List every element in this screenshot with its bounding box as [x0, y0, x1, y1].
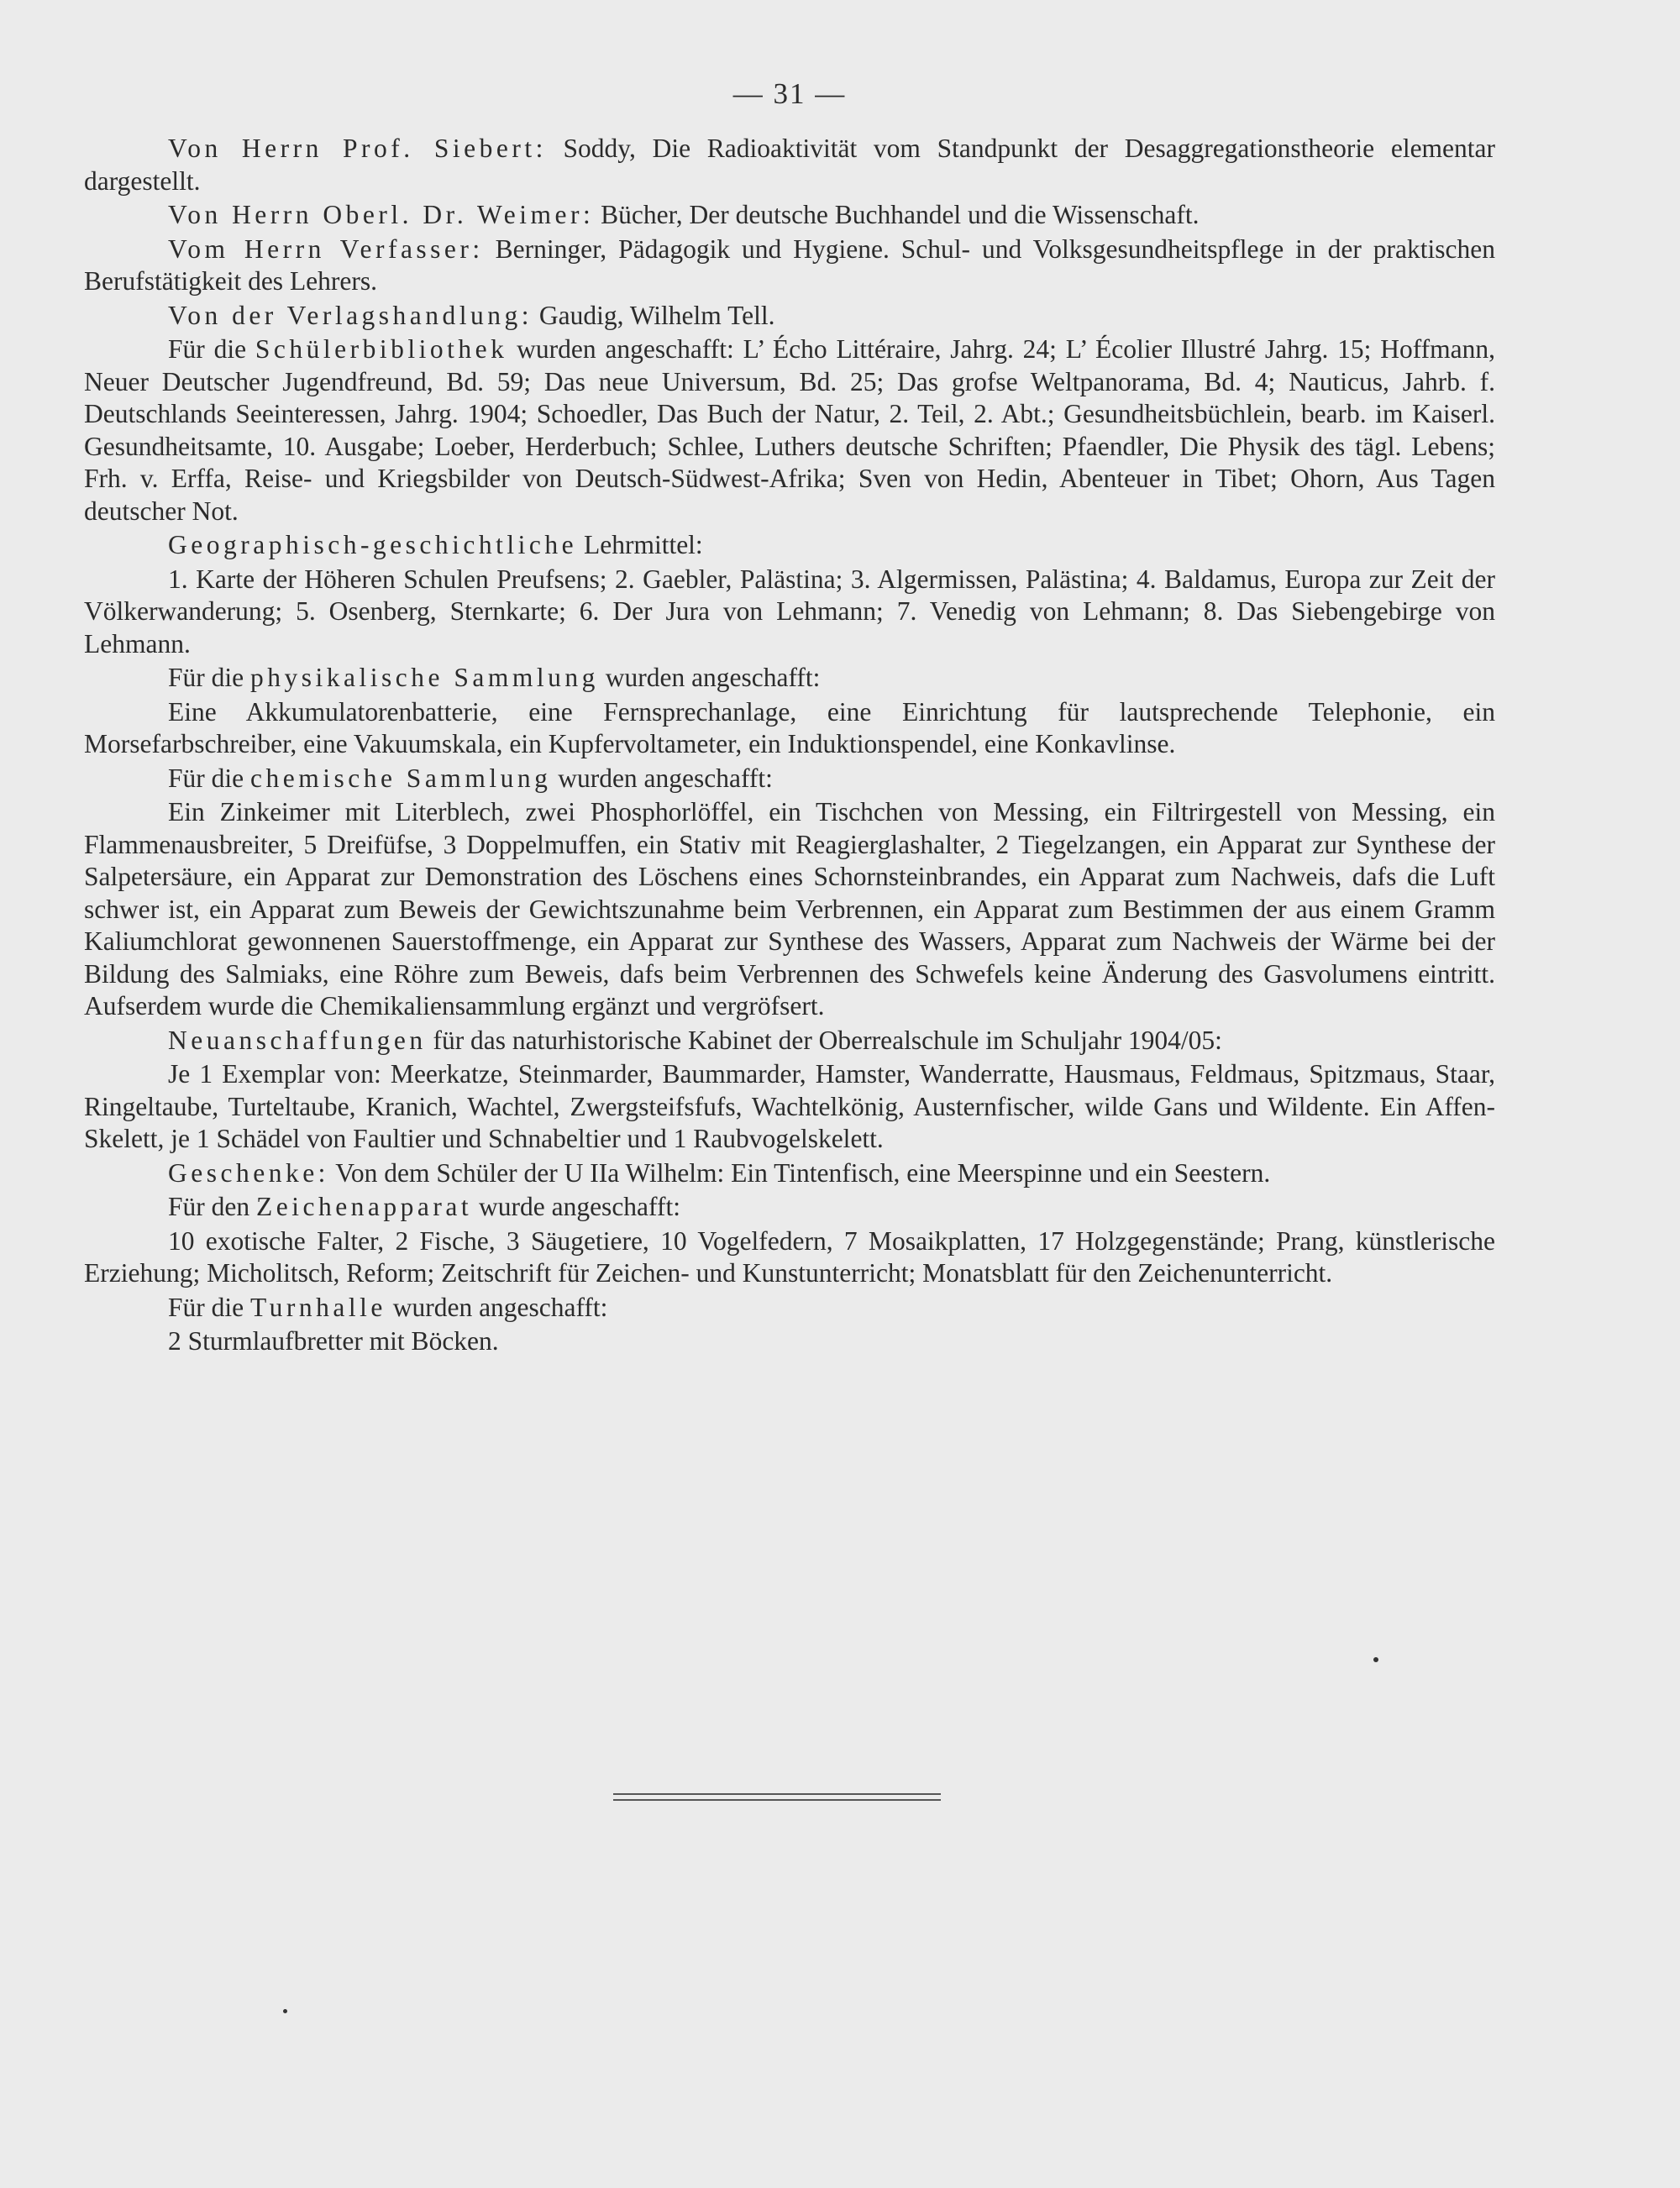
paragraph-chemie-list: [84, 796, 1495, 1023]
paragraph-lead: physikalische Sammlung: [250, 663, 599, 692]
paragraph-text: Je 1 Exemplar von: Meerkatze, Steinmarder, Baummarder, Hamster, Wanderratte, Hausmaus, Feldmaus, Spitzmaus, Staar, Ringeltaube, Turteltaube, Kranich, Wachtel, Zwergsteifsfufs, Wachtelkönig, Austernfischer, wilde Gans und Wildente. Ein Affen-Skelett, je 1 Schädel von Faultier und Schnabeltier und 1 Raubvogelskelett.: [84, 1059, 1495, 1153]
paragraph-pre: Für die: [168, 1292, 250, 1322]
paragraph-lead: Vom Herrn Verfasser:: [168, 233, 484, 264]
paragraph-pre: Für die: [168, 763, 250, 793]
paragraph-pre: Für die: [168, 663, 250, 692]
paragraph-geschenke: [84, 1157, 1495, 1190]
paragraph-text: Von dem Schüler der U IIa Wilhelm: Ein Tintenfisch, eine Meerspinne und ein Seestern.: [328, 1157, 1271, 1188]
paragraph-text: wurden angeschafft:: [551, 763, 773, 793]
speck-mark: [1373, 1657, 1378, 1662]
paragraph-text: Soddy, Die Radioaktivität vom Standpunkt der Desaggregationstheorie elementar dargestellt.: [84, 134, 1496, 196]
paragraph-text: 1. Karte der Höheren Schulen Preufsens; 2. Gaebler, Palästina; 3. Algermissen, Palästina; 4. Baldamus, Europa zur Zeit der Völkerwanderung; 5. Osenberg, Sternkarte; 6. Der Jura von Lehmann; 7. Venedig von Lehmann; 8. Das Siebengebirge von Lehmann.: [84, 564, 1495, 658]
paragraph-geographie-heading: [84, 529, 1495, 562]
paragraph-turnhalle-heading: [84, 1292, 1495, 1325]
paragraph-text: Berninger, Pädagogik und Hygiene. Schul- und Volksgesundheitspflege in der praktischen Berufstätigkeit des Lehrers.: [84, 233, 1495, 296]
paragraph-donation-weimer: [84, 199, 1495, 232]
paragraph-text: Eine Akkumulatorenbatterie, eine Fernsprechanlage, eine Einrichtung für lautsprechende Telephonie, ein Morsefarbschreiber, eine Vakuumskala, ein Kupfervoltameter, ein Induktionspendel, eine Konkavlinse.: [84, 696, 1495, 758]
paragraph-geographie-list: [84, 564, 1495, 661]
body-text: [84, 133, 1495, 1360]
paragraph-lead: Neuanschaffungen: [168, 1025, 427, 1055]
paragraph-lead: Von der Verlagshandlung:: [168, 300, 533, 330]
paragraph-chemie-heading: [84, 763, 1495, 795]
paragraph-lead: Von Herrn Prof. Siebert:: [168, 134, 547, 163]
paragraph-donation-siebert: [84, 133, 1495, 197]
paragraph-lead: Geschenke:: [168, 1157, 329, 1188]
paragraph-pre: Für den: [168, 1192, 256, 1221]
paragraph-lead: Geographisch-geschichtliche: [168, 530, 578, 559]
paragraph-text: wurden angeschafft:: [598, 663, 821, 692]
paragraph-text: 2 Sturmlaufbretter mit Böcken.: [168, 1326, 499, 1356]
paragraph-lead: Von Herrn Oberl. Dr. Weimer:: [168, 200, 595, 229]
paragraph-text: wurden angeschafft: L’ Écho Littéraire, Jahrg. 24; L’ Écolier Illustré Jahrg. 15; Hoffmann, Neuer Deutscher Jugendfreund, Bd. 59; Das neue Universum, Bd. 25; Das grofse Weltpanorama, Bd. 4; Nauticus, Jahrb. f. Deutschlands Seeinteressen, Jahrg. 1904; Schoedler, Das Buch der Natur, 2. Teil, 2. Abt.; Gesundheitsbüchlein, bearb. im Kaiserl. Gesundheitsamte, 10. Ausgabe; Loeber, Herderbuch; Schlee, Luthers deutsche Schriften; Pfaendler, Die Physik des tägl. Lebens; Frh. v. Erffa, Reise- und Kriegsbilder von Deutsch-Südwest-Afrika; Sven von Hedin, Abenteuer in Tibet; Ohorn, Aus Tagen deutscher Not.: [84, 334, 1495, 526]
paragraph-zeichen-heading: [84, 1191, 1495, 1224]
paragraph-physik-heading: [84, 662, 1495, 695]
closing-rule-bottom: [613, 1799, 941, 1801]
paragraph-turnhalle-list: [84, 1325, 1495, 1358]
paragraph-text: Gaudig, Wilhelm Tell.: [533, 300, 775, 330]
paragraph-lead: Turnhalle: [250, 1292, 386, 1322]
paragraph-text: 10 exotische Falter, 2 Fische, 3 Säugetiere, 10 Vogelfedern, 7 Mosaikplatten, 17 Holzgegenstände; Prang, künstlerische Erziehung; Micholitsch, Reform; Zeitschrift für Zeichen- und Kunstunterricht; Monatsblatt für den Zeichenunterricht.: [84, 1225, 1495, 1288]
closing-rule-top: [613, 1793, 941, 1795]
paragraph-physik-list: [84, 696, 1495, 761]
paragraph-donation-verlag: [84, 300, 1495, 333]
paragraph-lead: Schülerbibliothek: [255, 334, 508, 364]
page-number: — 31 —: [732, 77, 847, 110]
paragraph-schuelerbibliothek: [84, 333, 1495, 527]
paragraph-neuanschaffungen-heading: [84, 1025, 1495, 1057]
speck-mark: [283, 2009, 287, 2013]
paragraph-text: für das naturhistorische Kabinet der Oberrealschule im Schuljahr 1904/05:: [426, 1025, 1222, 1055]
paragraph-neuanschaffungen-list: [84, 1058, 1495, 1156]
paragraph-lead: Zeichenapparat: [256, 1192, 473, 1221]
paragraph-lead: chemische Sammlung: [250, 763, 552, 793]
paragraph-text: wurden angeschafft:: [386, 1292, 608, 1322]
paragraph-zeichen-list: [84, 1225, 1495, 1290]
paragraph-donation-verfasser: [84, 233, 1495, 298]
paragraph-text: Ein Zinkeimer mit Literblech, zwei Phosphorlöffel, ein Tischchen von Messing, ein Filtrirgestell von Messing, ein Flammenausbreiter, 5 Dreifüfse, 3 Doppelmuffen, ein Stativ mit Reagierglashalter, 2 Tiegelzangen, ein Apparat zur Synthese der Salpetersäure, ein Apparat zur Demonstration des Löschens eines Schornsteinbrandes, ein Apparat zum Nachweis, dafs die Luft schwer ist, ein Apparat zum Beweis der Gewichtszunahme beim Verbrennen, ein Apparat zum Bestimmen der aus einem Gramm Kaliumchlorat gewonnenen Sauerstoffmenge, ein Apparat zur Synthese des Wassers, Apparat zum Nachweis der Wärme bei der Bildung des Salmiaks, eine Röhre zum Beweis, dafs beim Verbrennen des Schwefels keine Änderung des Gasvolumens eintritt. Aufserdem wurde die Chemikaliensammlung ergänzt und vergröfsert.: [84, 797, 1495, 1021]
paragraph-text: Lehrmittel:: [577, 530, 703, 559]
paragraph-pre: Für die: [168, 334, 255, 364]
paragraph-text: wurde angeschafft:: [472, 1192, 680, 1221]
paragraph-text: Bücher, Der deutsche Buchhandel und die Wissenschaft.: [594, 200, 1200, 229]
